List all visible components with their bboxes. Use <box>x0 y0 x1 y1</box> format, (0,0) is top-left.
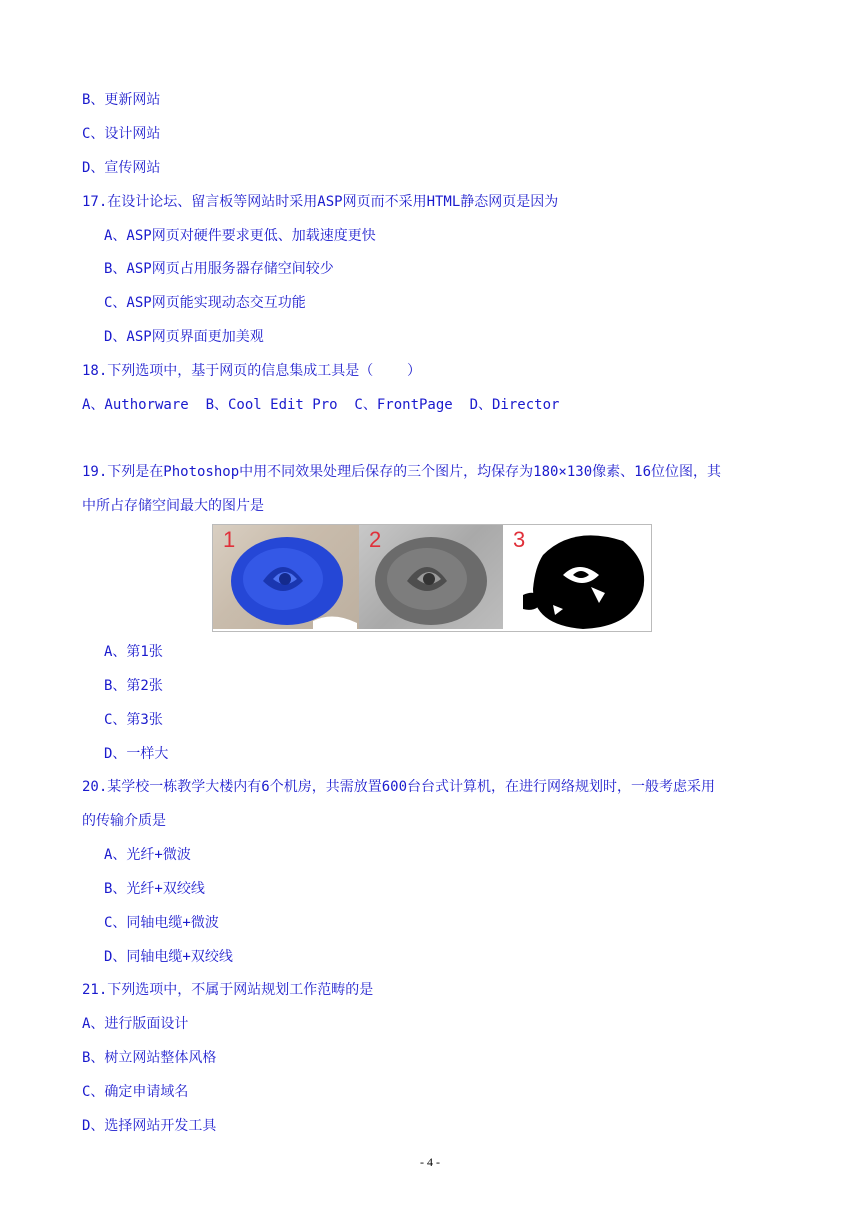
image-label-2: 2 <box>369 527 382 552</box>
q21-option-a: A、进行版面设计 <box>82 1016 189 1032</box>
question-21: 21.下列选项中，不属于网站规划工作范畴的是 <box>82 982 374 998</box>
page-number: - 4 - <box>420 1155 440 1169</box>
rose-image-3 <box>503 525 649 629</box>
q21-option-c: C、确定申请域名 <box>82 1084 189 1100</box>
question-19-line2: 中所占存储空间最大的图片是 <box>82 498 264 514</box>
q21-option-d: D、选择网站开发工具 <box>82 1118 217 1134</box>
q19-option-c: C、第3张 <box>104 712 163 728</box>
q17-option-a: A、ASP网页对硬件要求更低、加载速度更快 <box>104 228 376 244</box>
image-label-3: 3 <box>513 527 526 552</box>
rose-images-figure <box>212 524 652 632</box>
q19-option-d: D、一样大 <box>104 746 169 762</box>
question-19-line1: 19.下列是在Photoshop中用不同效果处理后保存的三个图片，均保存为180×130像素、16位位图，其 <box>82 464 722 480</box>
q20-option-a: A、光纤+微波 <box>104 847 191 863</box>
image-label-1: 1 <box>223 527 236 552</box>
question-17: 17.在设计论坛、留言板等网站时采用ASP网页而不采用HTML静态网页是因为 <box>82 194 559 210</box>
q17-option-c: C、ASP网页能实现动态交互功能 <box>104 295 306 311</box>
question-20-line1: 20.某学校一栋教学大楼内有6个机房，共需放置600台台式计算机，在进行网络规划时，一般考虑采用 <box>82 779 715 795</box>
q20-option-c: C、同轴电缆+微波 <box>104 915 219 931</box>
option-b: B、更新网站 <box>82 92 161 108</box>
rose-image-2 <box>359 525 503 629</box>
q21-option-b: B、树立网站整体风格 <box>82 1050 217 1066</box>
q20-option-b: B、光纤+双绞线 <box>104 881 205 897</box>
q17-option-b: B、ASP网页占用服务器存储空间较少 <box>104 261 334 277</box>
q17-option-d: D、ASP网页界面更加美观 <box>104 329 264 345</box>
q19-option-b: B、第2张 <box>104 678 163 694</box>
option-d: D、宣传网站 <box>82 160 161 176</box>
q18-options: A、Authorware B、Cool Edit Pro C、FrontPage D、Director <box>82 397 560 413</box>
question-20-line2: 的传输介质是 <box>82 813 166 829</box>
question-18: 18.下列选项中，基于网页的信息集成工具是（ ） <box>82 363 421 379</box>
rose-image-1 <box>213 525 359 629</box>
q20-option-d: D、同轴电缆+双绞线 <box>104 949 233 965</box>
q19-option-a: A、第1张 <box>104 644 163 660</box>
option-c: C、设计网站 <box>82 126 161 142</box>
